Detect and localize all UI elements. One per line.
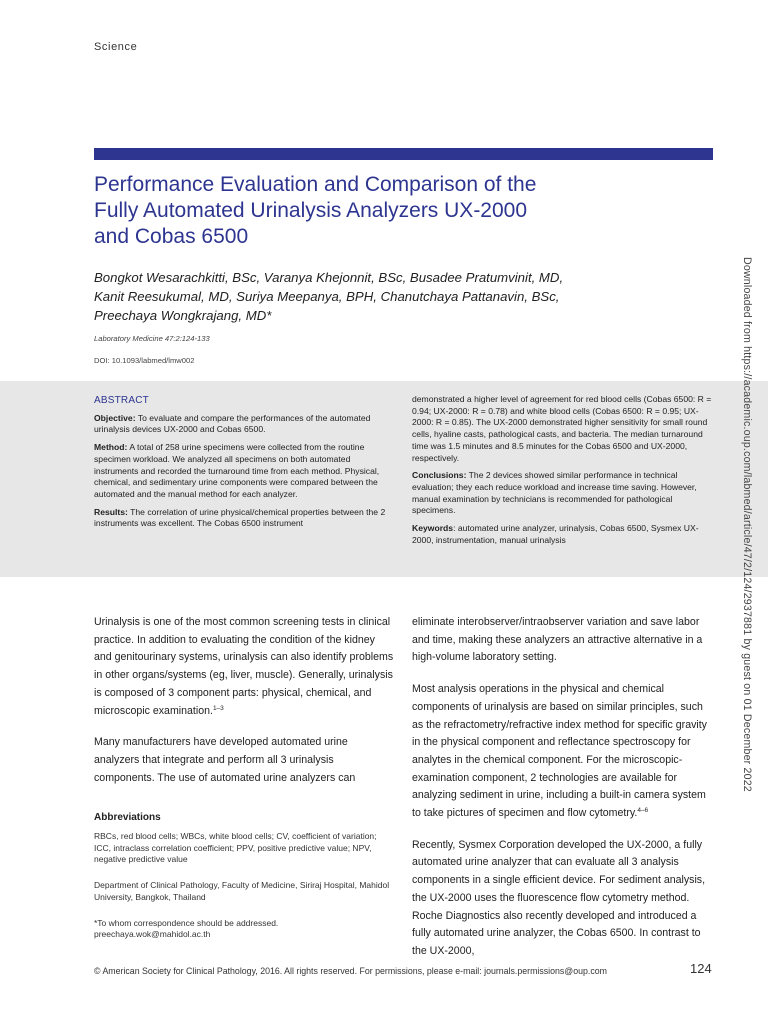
article-title: [94, 172, 704, 250]
abstract-left-column: [94, 395, 386, 536]
abstract-objective: [94, 413, 386, 436]
title-line: Performance Evaluation and Comparison of the: [94, 173, 537, 196]
conclusions-label: Conclusions:: [412, 470, 467, 481]
copyright-footer: © American Society for Clinical Pathology, 2016. All rights reserved. For permissions, please e-mail: journals.permissions@oup.com: [94, 966, 607, 976]
method-text: A total of 258 urine specimens were collected from the routine specimen workload. We analyzed all specimens on both automated instruments and recorded the turnaround time from each method. Physical, chemical, and sedimentary urine components were compared between the automated and the manual method for each analyzer.: [94, 442, 380, 499]
download-watermark-text: Downloaded from https://academic.oup.com/labmed/article/47/2/124/2937881 by guest on 01 December 2022: [741, 257, 753, 792]
method-label: Method:: [94, 442, 128, 453]
abstract-keywords: [412, 523, 714, 546]
abstract-method: [94, 442, 386, 501]
keywords-label: Keywords: [412, 523, 454, 534]
journal-reference: Laboratory Medicine 47:2:124-133: [94, 334, 210, 343]
correspondence-email[interactable]: preechaya.wok@mahidol.ac.th: [94, 929, 211, 940]
results-label: Results:: [94, 506, 128, 517]
paragraph-text: Most analysis operations in the physical and chemical components of urinalysis are based on similar principles, such as the refractometry/refractive index method for specific gravity in the physical component and reflectance spectroscopy for analytes in the chemical component. For the microscopic-examination component, 2 technologies are available for analyzing sediment in urine, including a built-in camera system to take pictures of specimen and flow cytometry.: [412, 683, 707, 820]
body-right-column: [412, 614, 714, 975]
abstract-results: [94, 507, 386, 530]
page-number: 124: [690, 961, 712, 976]
author-line: Preechaya Wongkrajang, MD*: [94, 308, 272, 323]
abbreviations-heading: Abbreviations: [94, 812, 161, 824]
affiliation: Department of Clinical Pathology, Faculty of Medicine, Siriraj Hospital, Mahidol University, Bangkok, Thailand: [94, 880, 390, 902]
objective-text: To evaluate and compare the performances of the automated urinalysis devices UX-2000 and Cobas 6500.: [94, 412, 371, 435]
title-rule: [94, 148, 713, 160]
body-left-column: [94, 614, 394, 941]
author-line: Bongkot Wesarachkitti, BSc, Varanya Khejonnit, BSc, Busadee Pratumvinit, MD,: [94, 270, 564, 285]
doi-link[interactable]: DOI: 10.1093/labmed/lmw002: [94, 356, 195, 365]
correspondence-text: *To whom correspondence should be addressed.: [94, 917, 279, 928]
citation-ref[interactable]: 1–3: [212, 704, 224, 712]
conclusions-text: The 2 devices showed similar performance in technical evaluation; they each reduce workload and increase time saving. However, manual examination by technicians is recommended for pathological specimens.: [412, 470, 697, 516]
title-line: and Cobas 6500: [94, 225, 249, 248]
keywords-text: : automated urine analyzer, urinalysis, Cobas 6500, Sysmex UX-2000, instrumentation, manual urinalysis: [412, 523, 699, 545]
abbreviations-text: RBCs, red blood cells; WBCs, white blood cells; CV, coefficient of variation; ICC, intraclass correlation coefficient; PPV, positive predictive value; NPV, negative predictive value: [94, 831, 377, 865]
abstract-panel: [0, 381, 768, 577]
download-watermark: [739, 257, 753, 792]
abstract-right-column: [412, 394, 714, 552]
results-text: The correlation of urine physical/chemical properties between the 2 instruments was excellent. The Cobas 6500 instrument: [94, 506, 386, 529]
body-paragraph: Recently, Sysmex Corporation developed the UX-2000, a fully automated urine analyzer that can evaluate all 3 analysis components in a single efficient device. For sediment analysis, the UX-2000 uses the fluorescence flow cytometry method. Roche Diagnostics also recently developed and introduced a fully automated urine analyzer, the Cobas 6500. In contrast to the UX-2000,: [412, 838, 706, 957]
title-line: Fully Automated Urinalysis Analyzers UX-2000: [94, 199, 528, 222]
section-label: Science: [94, 41, 138, 53]
author-list: [94, 268, 694, 325]
citation-ref[interactable]: 4–6: [637, 807, 649, 815]
abstract-heading: ABSTRACT: [94, 395, 149, 406]
body-paragraph: [412, 681, 714, 823]
objective-label: Objective:: [94, 412, 136, 423]
abstract-conclusions: [412, 470, 714, 517]
author-line: Kanit Reesukumal, MD, Suriya Meepanya, BPH, Chanutchaya Pattanavin, BSc,: [94, 289, 560, 304]
correspondence-note: [94, 918, 394, 941]
paragraph-text: Urinalysis is one of the most common screening tests in clinical practice. In addition to evaluating the condition of the kidney and genitourinary systems, urinalysis can also identify problems in other organs/systems (eg, liver, muscle). Generally, urinalysis is composed of 3 component parts: physical, chemical, and microscopic examination.: [94, 616, 394, 717]
body-paragraph: [94, 614, 394, 720]
abbreviations-block: [94, 809, 394, 941]
body-paragraph: eliminate interobserver/intraobserver variation and save labor and time, making these analyzers an attractive alternative in a high-volume laboratory setting.: [412, 616, 703, 664]
abstract-results-continued: demonstrated a higher level of agreement for red blood cells (Cobas 6500: R = 0.94; UX-2000: R = 0.78) and white blood cells (Cobas 6500: R = 0.95; UX-2000: R = 0.85). The UX-2000 demonstrated higher sensitivity for small round cells, hyaline casts, pathological casts, and bacteria. The median turnaround time was 1.5 minutes and 8.5 minutes for the Cobas 6500 and UX-2000, respectively.: [412, 394, 712, 463]
body-paragraph: Many manufacturers have developed automated urine analyzers that integrate and perform all 3 urinalysis components. The use of automated urine analyzers can: [94, 736, 356, 784]
